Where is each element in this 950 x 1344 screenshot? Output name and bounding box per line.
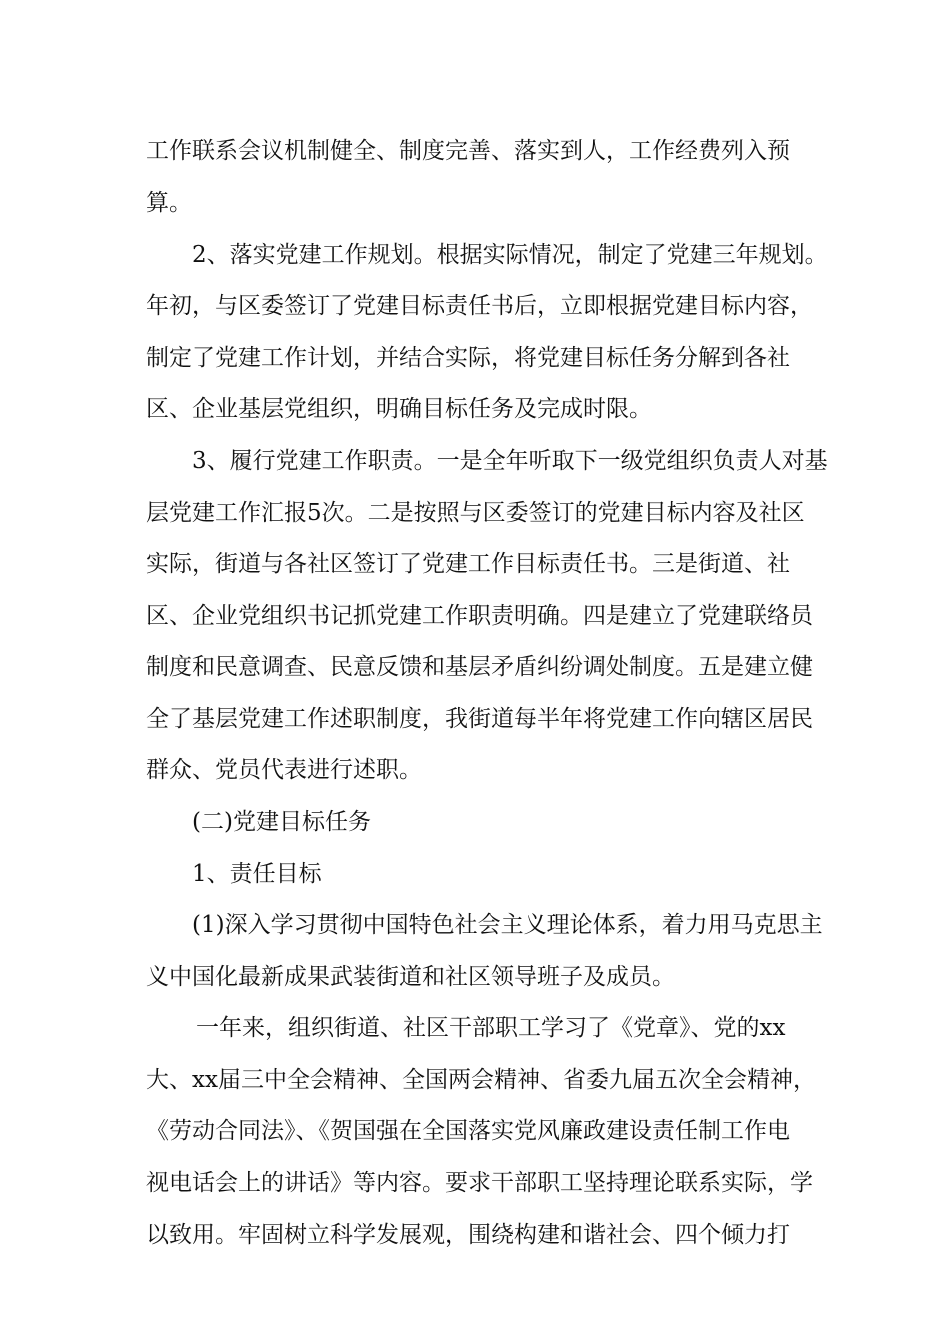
text-line: 算。 xyxy=(146,190,192,216)
text-line: 实际，街道与各社区签订了党建工作目标责任书。三是街道、社 xyxy=(146,551,790,577)
text-line: 3、履行党建工作职责。一是全年听取下一级党组织负责人对基 xyxy=(192,448,828,474)
text-line: 大、xx届三中全会精神、全国两会精神、省委九届五次全会精神， xyxy=(146,1067,816,1093)
text-line: 2、落实党建工作规划。根据实际情况，制定了党建三年规划。 xyxy=(192,242,828,268)
text-line: 视电话会上的讲话》等内容。要求干部职工坚持理论联系实际，学 xyxy=(146,1170,813,1196)
text-line: 义中国化最新成果武装街道和社区领导班子及成员。 xyxy=(146,964,675,990)
text-line: 一年来，组织街道、社区干部职工学习了《党章》、党的xx xyxy=(196,1015,786,1041)
subsection-heading: 1、责任目标 xyxy=(192,861,322,887)
text-line: 《劳动合同法》、《贺国强在全国落实党风廉政建设责任制工作电 xyxy=(146,1118,790,1144)
text-line: 工作联系会议机制健全、制度完善、落实到人，工作经费列入预 xyxy=(146,138,790,164)
text-line: 层党建工作汇报5次。二是按照与区委签订的党建目标内容及社区 xyxy=(146,500,805,526)
text-line: 全了基层党建工作述职制度，我街道每半年将党建工作向辖区居民 xyxy=(146,706,813,732)
text-line: 年初，与区委签订了党建目标责任书后，立即根据党建目标内容， xyxy=(146,293,813,319)
text-line: 群众、党员代表进行述职。 xyxy=(146,757,422,783)
text-line: (1)深入学习贯彻中国特色社会主义理论体系，着力用马克思主 xyxy=(192,912,823,938)
text-line: 制定了党建工作计划，并结合实际，将党建目标任务分解到各社 xyxy=(146,345,790,371)
section-heading: (二)党建目标任务 xyxy=(192,809,371,835)
text-line: 区、企业党组织书记抓党建工作职责明确。四是建立了党建联络员 xyxy=(146,603,813,629)
text-line: 区、企业基层党组织，明确目标任务及完成时限。 xyxy=(146,396,652,422)
text-line: 制度和民意调查、民意反馈和基层矛盾纠纷调处制度。五是建立健 xyxy=(146,654,813,680)
text-line: 以致用。牢固树立科学发展观，围绕构建和谐社会、四个倾力打 xyxy=(146,1222,790,1248)
